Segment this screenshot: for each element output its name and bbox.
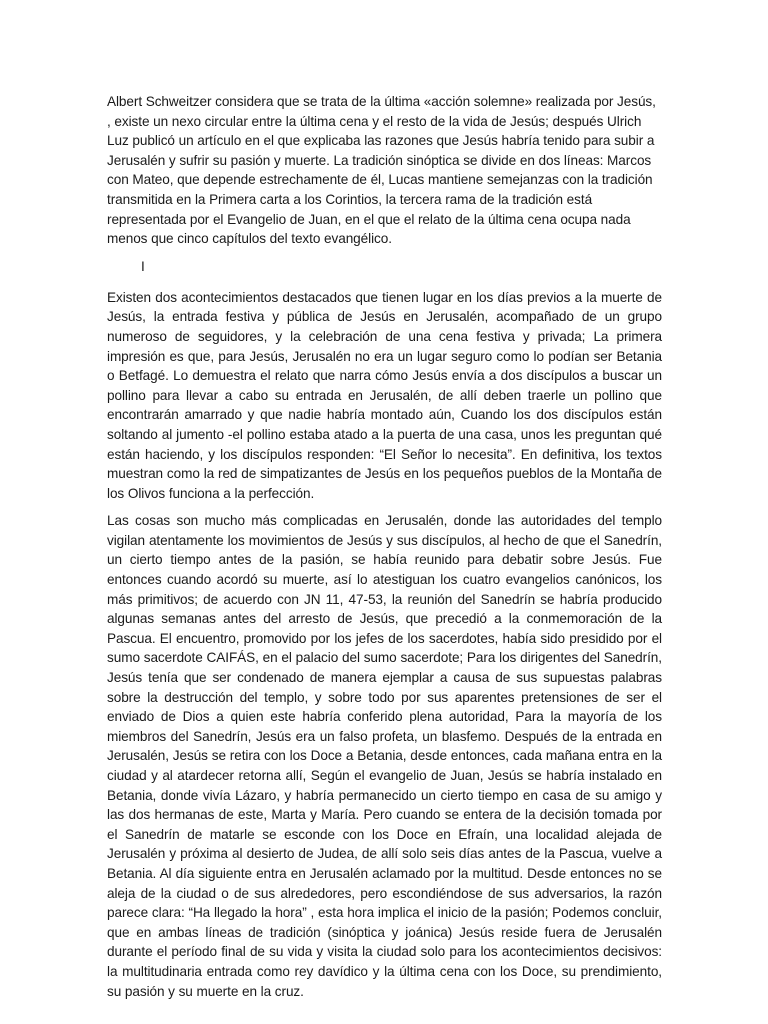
document-page <box>107 92 662 1001</box>
paragraph-sanedrin: Las cosas son mucho más complicadas en Jerusalén, donde las autoridades del templo vigilan atentamente los movimientos de Jesús y sus discípulos, al hecho de que el Sanedrín, un cierto tiempo antes de la pasión, se había reunido para debatir sobre Jesús. Fue entonces cuando acordó su muerte, así lo atestiguan los cuatro evangelios canónicos, los más primitivos; de acuerdo con JN 11, 47-53, la reunión del Sanedrín se habría producido algunas semanas antes del arresto de Jesús, que precedió a la conmemoración de la Pascua. El encuentro, promovido por los jefes de los sacerdotes, había sido presidido por el sumo sacerdote CAIFÁS, en el palacio del sumo sacerdote; Para los dirigentes del Sanedrín, Jesús tenía que ser condenado de manera ejemplar a causa de sus supuestas palabras sobre la destrucción del templo, y sobre todo por sus aparentes pretensiones de ser el enviado de Dios a quien este habría conferido plena autoridad, Para la mayoría de los miembros del Sanedrín, Jesús era un falso profeta, un blasfemo. Después de la entrada en Jerusalén, Jesús se retira con los Doce a Betania, desde entonces, cada mañana entra en la ciudad y al atardecer retorna allí, Según el evangelio de Juan, Jesús se habría instalado en Betania, donde vivía Lázaro, y habría permanecido un cierto tiempo en casa de su amigo y las dos hermanas de este, Marta y María. Pero cuando se entera de la decisión tomada por el Sanedrín de matarle se esconde con los Doce en Efraín, una localidad alejada de Jerusalén y próxima al desierto de Judea, de allí solo seis días antes de la Pascua, vuelve a Betania. Al día siguiente entra en Jerusalén aclamado por la multitud. Desde entonces no se aleja de la ciudad o de sus alrededores, pero escondiéndose de sus adversarios, la razón parece clara: “Ha llegado la hora” , esta hora implica el inicio de la pasión; Podemos concluir, que en ambas líneas de tradición (sinóptica y joánica) Jesús reside fuera de Jerusalén durante el período final de su vida y visita la ciudad solo para los acontecimientos decisivos: la multitudinaria entrada como rey davídico y la última cena con los Doce, su prendimiento, su pasión y su muerte en la cruz. <box>107 513 662 999</box>
paragraph-intro: Albert Schweitzer considera que se trata de la última «acción solemne» realizada por Jesús, , existe un nexo circular entre la última cena y el resto de la vida de Jesús; después Ulrich Luz publicó un artículo en el que explicaba las razones que Jesús habría tenido para subir a Jerusalén y sufrir su pasión y muerte. La tradición sinóptica se divide en dos líneas: Marcos con Mateo, que depende estrechamente de él, Lucas mantiene semejanzas con la tradición transmitida en la Primera carta a los Corintios, la tercera rama de la tradición está representada por el Evangelio de Juan, en el que el relato de la última cena ocupa nada menos que cinco capítulos del texto evangélico. <box>107 94 656 247</box>
section-numeral: I <box>141 258 145 274</box>
paragraph-entrada-jerusalen: Existen dos acontecimientos destacados que tienen lugar en los días previos a la muerte de Jesús, la entrada festiva y pública de Jesús en Jerusalén, acompañado de un grupo numeroso de seguidores, y la celebración de una cena festiva y privada; La primera impresión es que, para Jesús, Jerusalén no era un lugar seguro como lo podían ser Betania o Betfagé. Lo demuestra el relato que narra cómo Jesús envía a dos discípulos a buscar un pollino para llevar a cabo su entrada en Jerusalén, de allí deben traerle un pollino que encontrarán amarrado y que nadie habría montado aún, Cuando los dos discípulos están soltando al jumento -el pollino estaba atado a la puerta de una casa, unos les preguntan qué están haciendo, y los discípulos responden: “El Señor lo necesita”. En definitiva, los textos muestran como la red de simpatizantes de Jesús en los pequeños pueblos de la Montaña de los Olivos funciona a la perfección. <box>107 289 662 501</box>
